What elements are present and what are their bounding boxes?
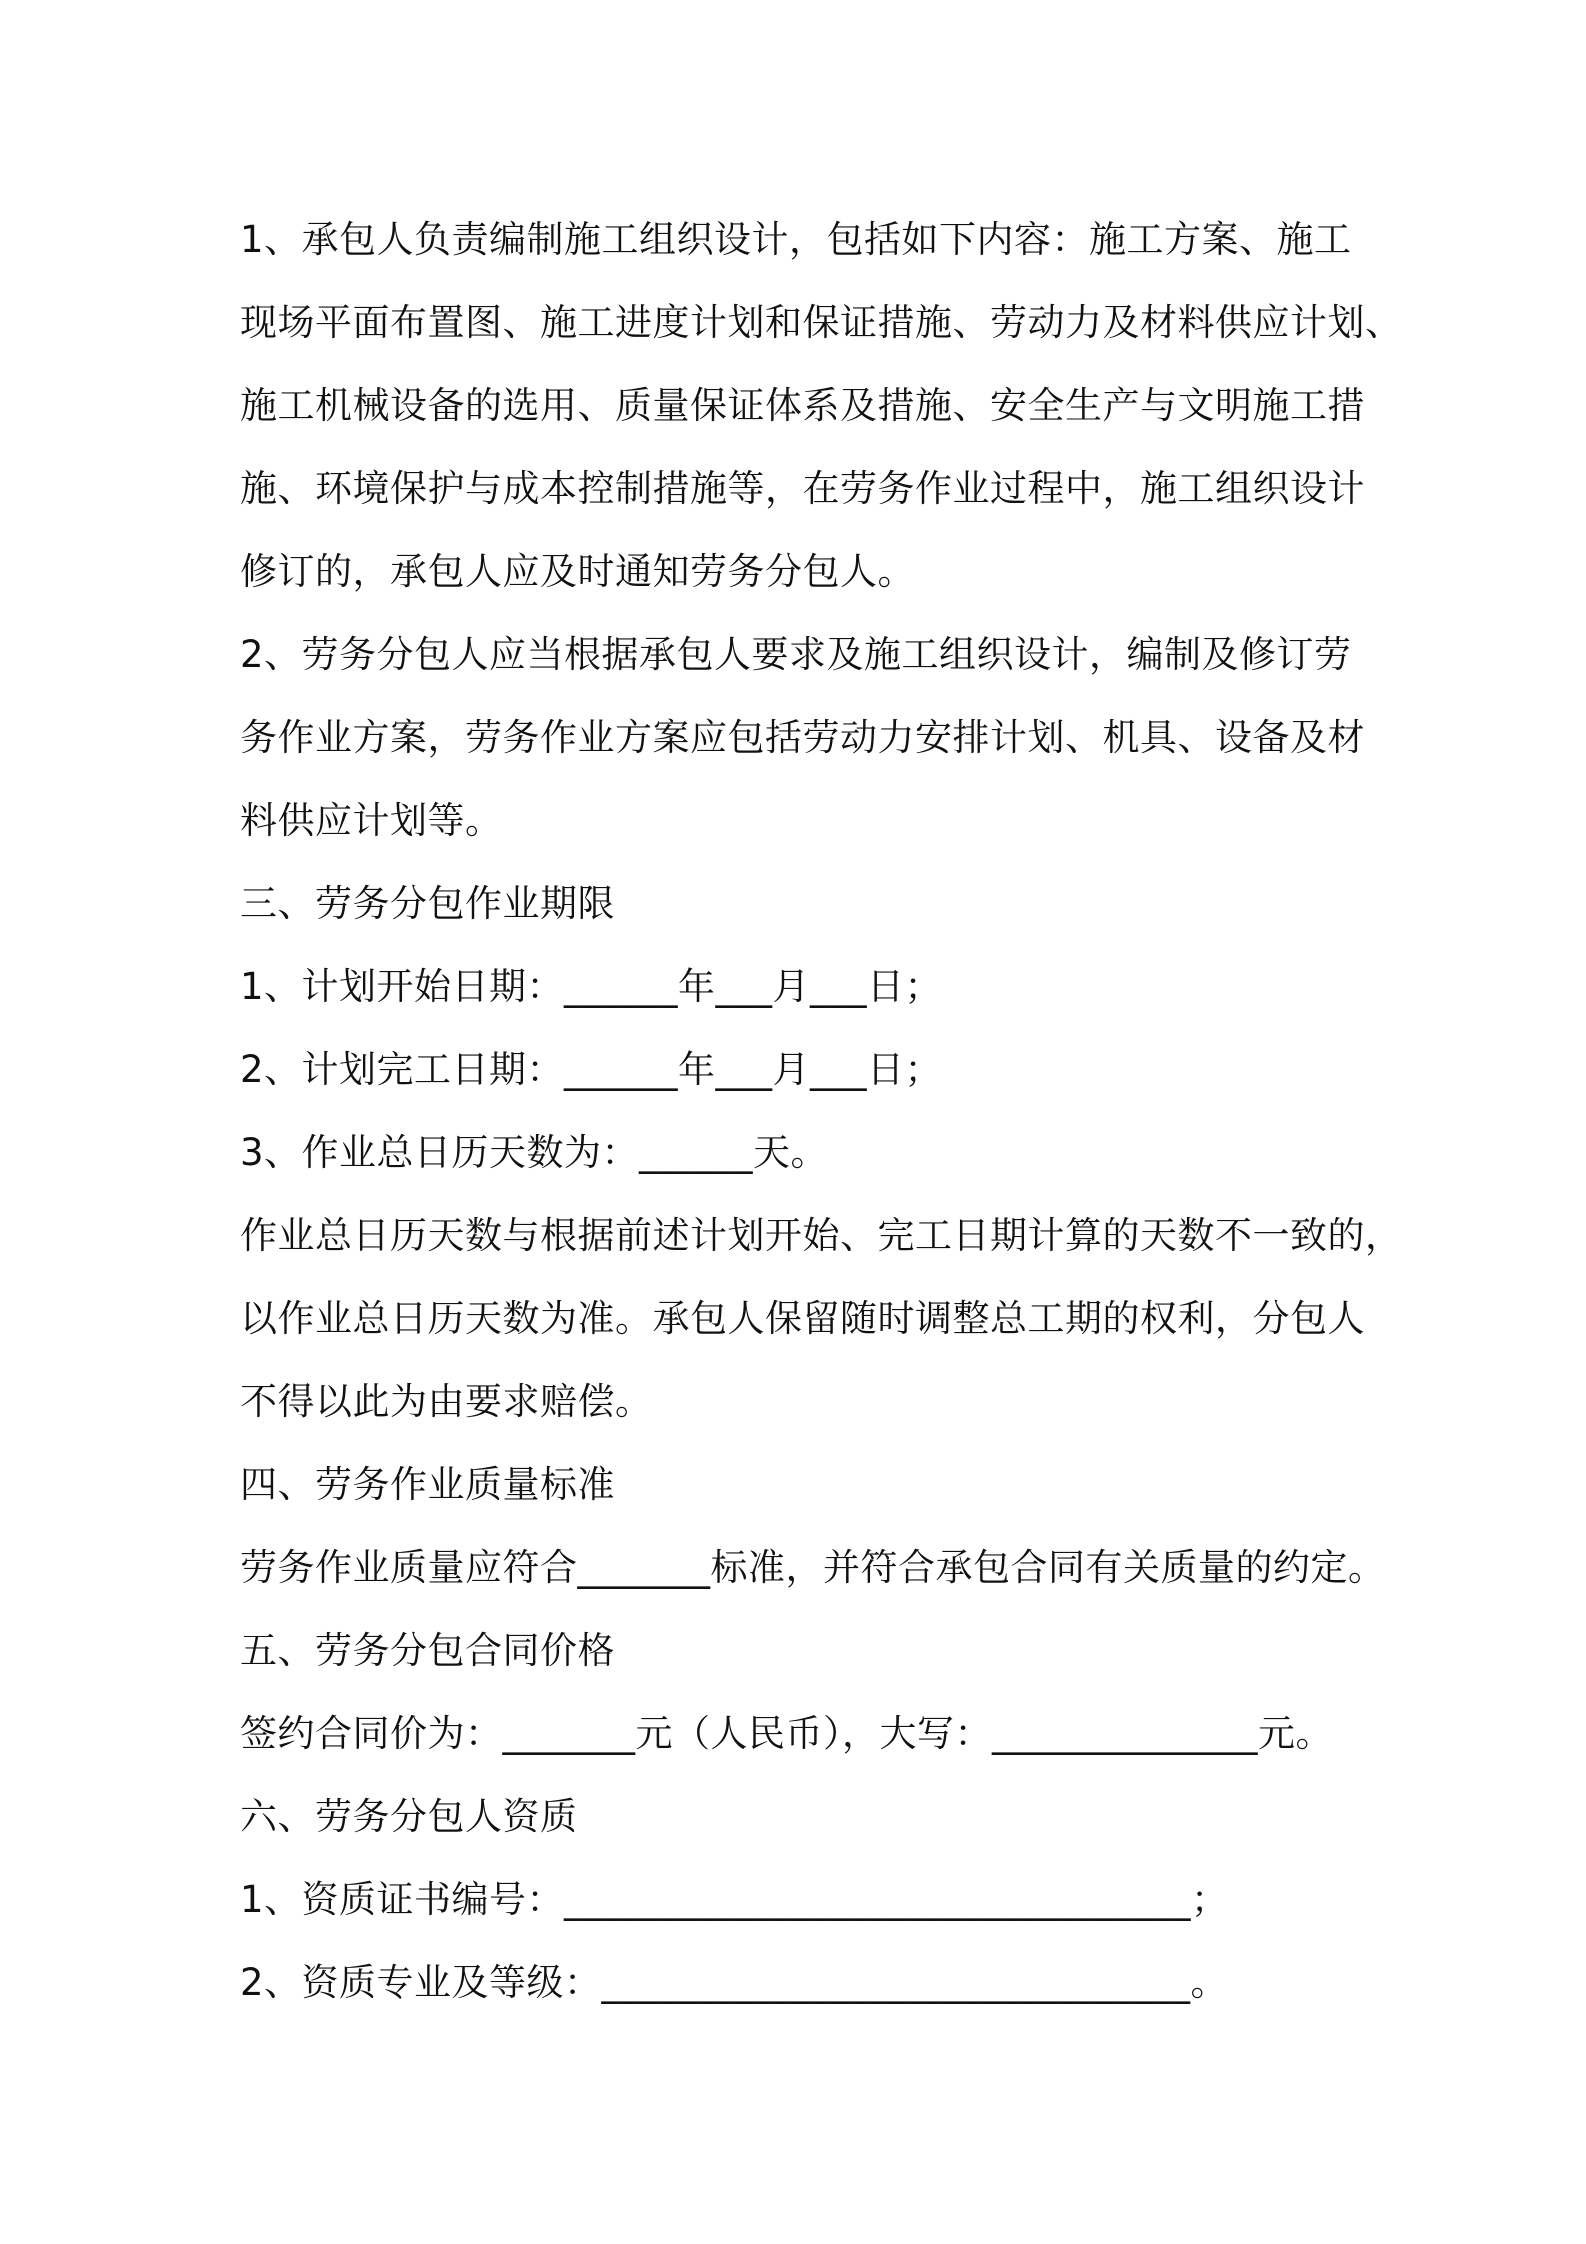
- clause-1-line-3: 施工机械设备的选用、质量保证体系及措施、安全生产与文明施工措: [240, 384, 1365, 427]
- duration-note-line-1: 作业总日历天数与根据前述计划开始、完工日期计算的天数不一致的，: [240, 1214, 1403, 1257]
- clause-2-line-3: 料供应计划等。: [240, 799, 503, 842]
- section-3-heading: 三、劳务分包作业期限: [240, 882, 615, 925]
- quality-standard-text: 劳务作业质量应符合_______标准，并符合承包合同有关质量的约定。: [240, 1546, 1386, 1589]
- qualification-certificate-number: 1、资质证书编号：_________________________________；: [240, 1878, 1229, 1921]
- total-calendar-days: 3、作业总日历天数为：______天。: [240, 1131, 829, 1174]
- clause-2-line-1: 2、劳务分包人应当根据承包人要求及施工组织设计，编制及修订劳: [240, 633, 1352, 676]
- clause-1-line-5: 修订的，承包人应及时通知劳务分包人。: [240, 550, 915, 593]
- section-5-heading: 五、劳务分包合同价格: [240, 1629, 615, 1672]
- contract-price-text: 签约合同价为：_______元（人民币），大写：______________元。: [240, 1712, 1333, 1755]
- duration-note-line-3: 不得以此为由要求赔偿。: [240, 1380, 653, 1423]
- document-body: [240, 198, 1403, 2024]
- duration-note-line-2: 以作业总日历天数为准。承包人保留随时调整总工期的权利，分包人: [240, 1297, 1365, 1340]
- clause-1-line-1: 1、承包人负责编制施工组织设计，包括如下内容：施工方案、施工: [240, 218, 1352, 261]
- planned-completion-date: 2、计划完工日期：______年___月___日；: [240, 1048, 943, 1091]
- qualification-specialty-grade: 2、资质专业及等级：_______________________________。: [240, 1961, 1229, 2004]
- clause-2-line-2: 务作业方案，劳务作业方案应包括劳动力安排计划、机具、设备及材: [240, 716, 1365, 759]
- section-6-heading: 六、劳务分包人资质: [240, 1795, 578, 1838]
- clause-1-line-4: 施、环境保护与成本控制措施等，在劳务作业过程中，施工组织设计: [240, 467, 1365, 510]
- clause-1-line-2: 现场平面布置图、施工进度计划和保证措施、劳动力及材料供应计划、: [240, 301, 1403, 344]
- planned-start-date: 1、计划开始日期：______年___月___日；: [240, 965, 943, 1008]
- section-4-heading: 四、劳务作业质量标准: [240, 1463, 615, 1506]
